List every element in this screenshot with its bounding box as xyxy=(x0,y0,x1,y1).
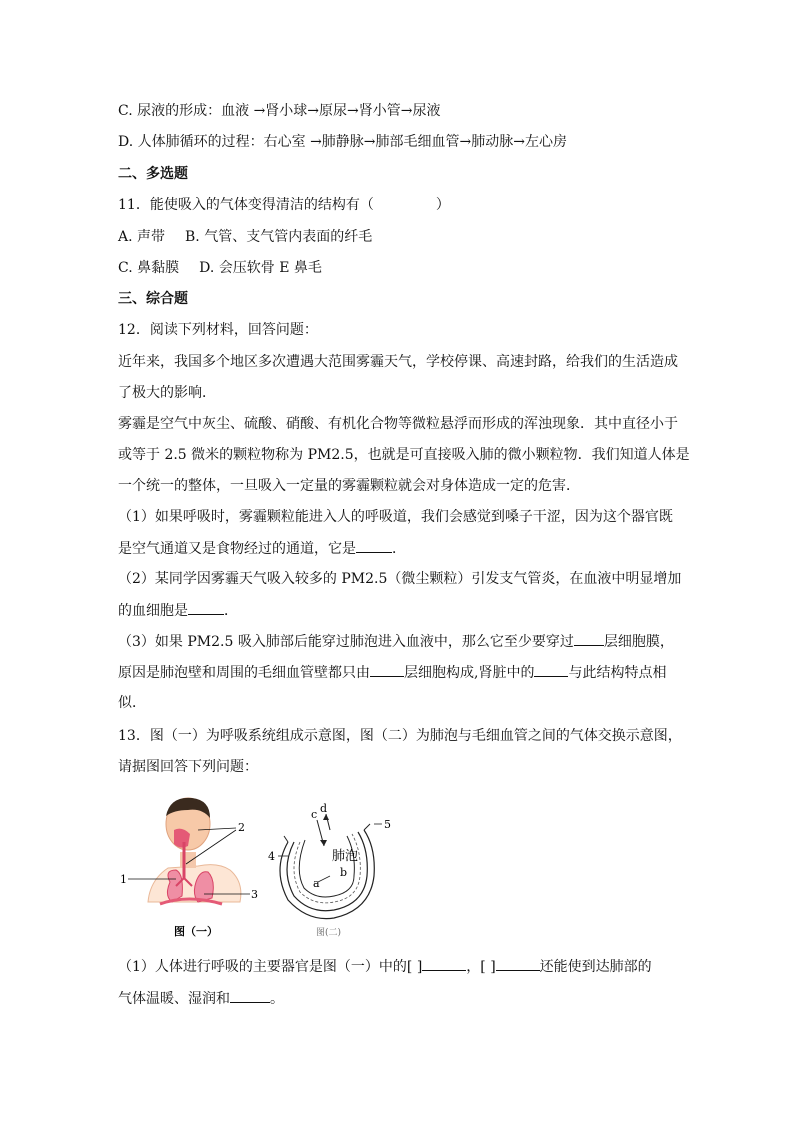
question-11-stem xyxy=(118,195,450,215)
fig2-label-b: b xyxy=(340,866,348,879)
q12-sub2-line-1: （2）某同学因雾霾天气吸入较多的 PM2.5（微尘颗粒）引发支气管炎，在血液中明显增加 xyxy=(118,571,682,587)
q13-sub1-text-a: （1）人体进行呼吸的主要器官是图（一）中的[ ] xyxy=(118,959,423,975)
q13-stem-line-2: 请据图回答下列问题： xyxy=(118,759,258,775)
q12-sub1-line-1: （1）如果呼吸时，雾霾颗粒能进入人的呼吸道，我们会感觉到嗓子干涩，因为这个器官既 xyxy=(118,509,673,525)
q13-sub1-blank-3[interactable] xyxy=(230,988,270,1003)
option-d: D. 人体肺循环的过程：右心室 →肺静脉→肺部毛细血管→肺动脉→左心房 xyxy=(118,134,567,150)
option-c: C. 尿液的形成：血液 →肾小球→原尿→肾小管→尿液 xyxy=(118,103,441,119)
q12-sub3-line-3: 似． xyxy=(118,695,146,711)
respiratory-diagrams xyxy=(118,790,408,940)
q11-option-c: C. 鼻黏膜 xyxy=(118,260,180,276)
fig2-label-alveolus: 肺泡 xyxy=(332,849,359,864)
q13-sub1-line-2 xyxy=(118,988,284,1009)
q12-paragraph-2-line-2: 或等于 2.5 微米的颗粒物称为 PM2.5，也就是可直接吸入肺的微小颗粒物．我们知道人体是 xyxy=(118,447,690,463)
figure-2-alveolus-capillary xyxy=(268,802,391,938)
q11-options-cd xyxy=(118,258,322,278)
fig1-label-3: 3 xyxy=(251,888,258,901)
q12-paragraph-2-line-3: 一个统一的整体，一旦吸入一定量的雾霾颗粒就会对身体造成一定的危害． xyxy=(118,478,580,494)
fig1-label-2: 2 xyxy=(238,821,245,834)
q11-option-a: A. 声带 xyxy=(118,229,166,245)
fig2-label-a: a xyxy=(313,877,320,890)
q13-sub1-text-c: 还能使到达肺部的 xyxy=(539,959,652,975)
fig2-label-5: 5 xyxy=(384,818,391,831)
q12-paragraph-1-line-2: 了极大的影响． xyxy=(118,385,216,401)
q11-option-d: D. 会压软骨 E 鼻毛 xyxy=(199,260,322,276)
q13-sub1-text-e: 。 xyxy=(270,991,284,1007)
figure-1-respiratory-system xyxy=(120,798,258,938)
section-title-multiple-choice: 二、多选题 xyxy=(118,166,188,182)
q12-sub3-line-1 xyxy=(118,631,674,652)
section-title-comprehensive: 三、综合题 xyxy=(118,291,188,307)
q11-option-b: B. 气管、支气管内表面的纤毛 xyxy=(185,229,373,245)
q13-sub1-blank-1[interactable] xyxy=(422,956,466,971)
fig2-caption: 图(二) xyxy=(316,928,342,938)
q12-sub3-blank-2[interactable] xyxy=(370,662,404,677)
q12-sub3-line-2 xyxy=(118,662,666,683)
q11-stem-start: 11．能使吸入的气体变得清洁的结构有（ xyxy=(118,197,374,213)
q12-paragraph-1-line-1: 近年来，我国多个地区多次遭遇大范围雾霾天气，学校停课、高速封路，给我们的生活造成 xyxy=(118,354,678,370)
fig2-label-d: d xyxy=(320,802,328,815)
q12-sub3-text-a: （3）如果 PM2.5 吸入肺部后能穿过肺泡进入血液中，那么它至少要穿过 xyxy=(118,634,574,650)
q13-stem-line-1: 13．图（一）为呼吸系统组成示意图，图（二）为肺泡与毛细血管之间的气体交换示意图， xyxy=(118,728,682,744)
q12-sub2-answer-blank[interactable] xyxy=(188,600,224,615)
q12-sub1-answer-blank[interactable] xyxy=(356,538,392,553)
q12-sub3-text-b: 层细胞膜， xyxy=(603,634,674,650)
q12-sub3-blank-1[interactable] xyxy=(574,631,604,646)
fig2-label-c: c xyxy=(311,808,318,821)
q12-sub2-end: ． xyxy=(224,603,238,619)
q13-sub1-line-1 xyxy=(118,956,652,977)
q13-sub1-blank-2[interactable] xyxy=(496,956,540,971)
q12-sub3-text-d: 层细胞构成,肾脏中的 xyxy=(404,665,535,681)
fig1-label-1: 1 xyxy=(120,873,127,886)
q12-sub1-text: 是空气通道又是食物经过的通道，它是 xyxy=(118,541,356,557)
q12-sub1-end: ． xyxy=(392,541,406,557)
fig2-label-4: 4 xyxy=(268,850,275,863)
q13-sub1-text-d: 气体温暖、湿润和 xyxy=(118,991,230,1007)
q12-sub1-line-2 xyxy=(118,538,406,559)
q12-stem: 12．阅读下列材料，回答问题： xyxy=(118,322,318,338)
fig1-caption: 图（一） xyxy=(174,925,218,938)
q12-sub2-line-2 xyxy=(118,600,238,621)
q12-paragraph-2-line-1: 雾霾是空气中灰尘、硫酸、硝酸、有机化合物等微粒悬浮而形成的浑浊现象．其中直径小于 xyxy=(118,416,678,432)
q12-sub3-text-e: 与此结构特点相 xyxy=(568,665,667,681)
q13-sub1-text-b: ，[ ] xyxy=(466,959,496,975)
q12-sub3-blank-3[interactable] xyxy=(534,662,568,677)
q12-sub2-text: 的血细胞是 xyxy=(118,603,188,619)
q11-stem-end: ） xyxy=(435,197,450,213)
q11-options-ab xyxy=(118,227,372,247)
q13-figures xyxy=(118,790,408,940)
q12-sub3-text-c: 原因是肺泡壁和周围的毛细血管壁都只由 xyxy=(118,665,370,681)
